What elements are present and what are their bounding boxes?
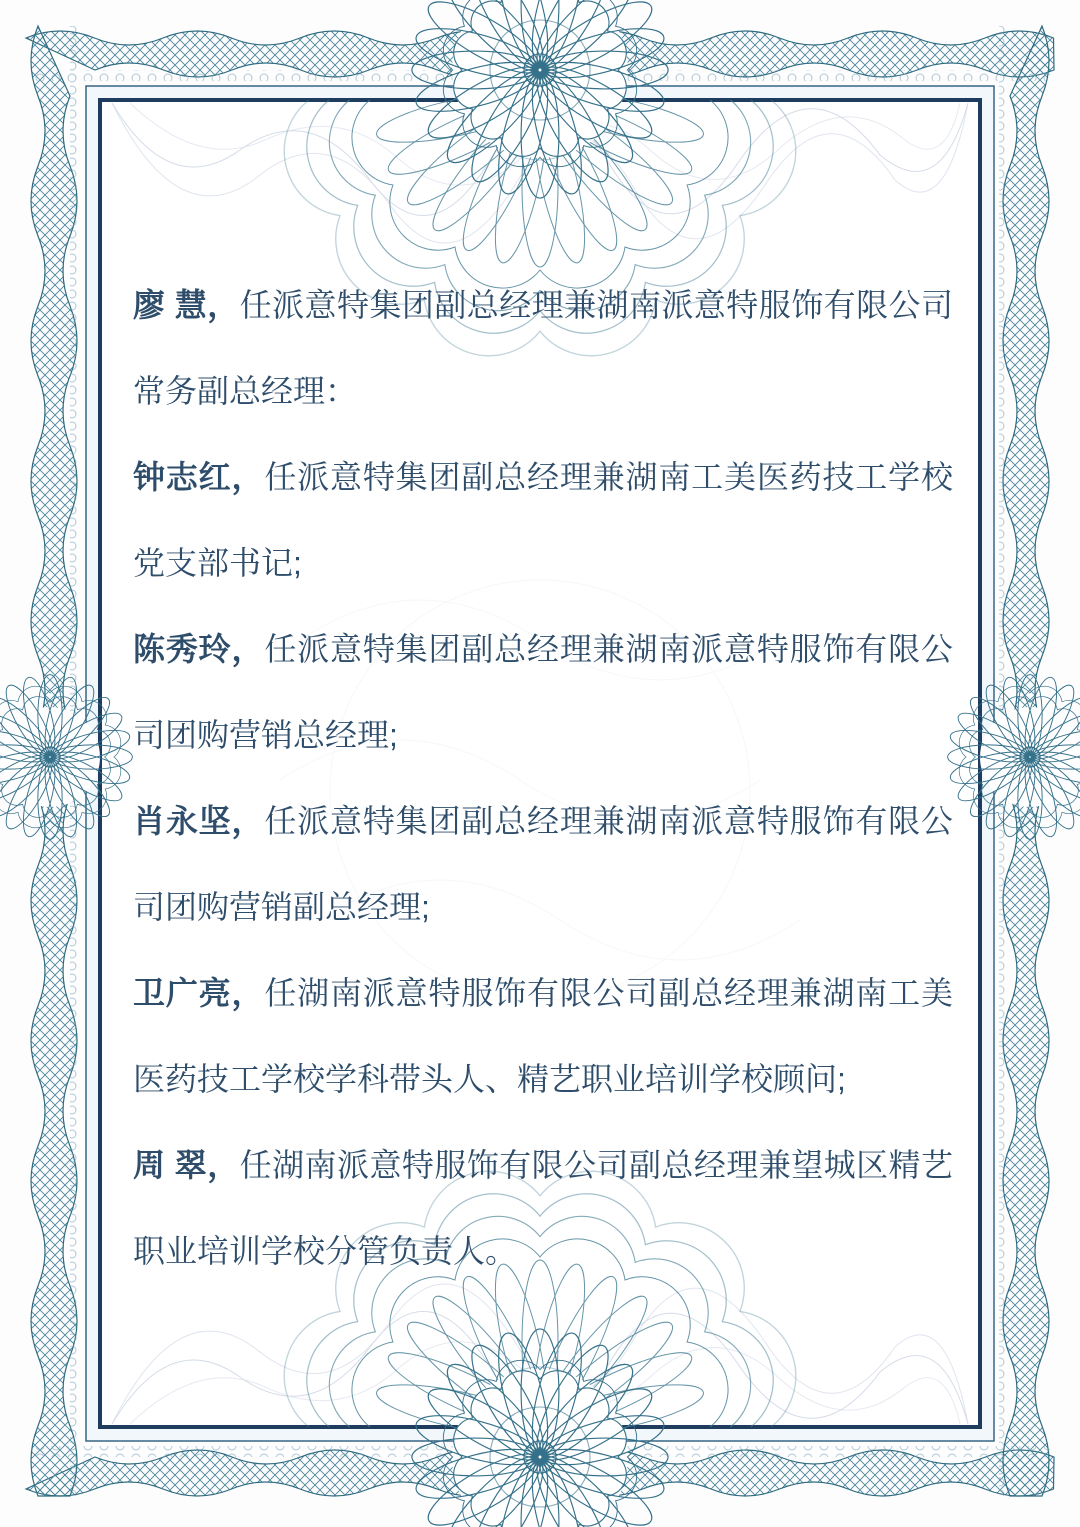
appointment-role: 任派意特集团副总经理兼湖南派意特服饰有限公司常务副总经理： xyxy=(133,287,953,409)
appointment-list xyxy=(133,262,953,1294)
appointment-role: 任派意特集团副总经理兼湖南工美医药技工学校党支部书记; xyxy=(133,459,953,581)
person-name: 廖 慧 xyxy=(133,287,208,323)
appointment-entry xyxy=(133,606,953,778)
appointment-role: 任湖南派意特服饰有限公司副总经理兼望城区精艺职业培训学校分管负责人。 xyxy=(133,1147,953,1269)
appointment-entry xyxy=(133,778,953,950)
appointment-role: 任湖南派意特服饰有限公司副总经理兼湖南工美医药技工学校学科带头人、精艺职业培训学校顾问; xyxy=(133,975,953,1097)
person-name: 钟志红 xyxy=(133,459,232,495)
appointment-entry xyxy=(133,434,953,606)
person-name: 肖永坚 xyxy=(133,803,232,839)
name-separator: ， xyxy=(231,631,265,667)
name-separator: ， xyxy=(231,803,265,839)
appointment-entry xyxy=(133,1122,953,1294)
appointment-role: 任派意特集团副总经理兼湖南派意特服饰有限公司团购营销总经理; xyxy=(133,631,953,753)
appointment-entry xyxy=(133,950,953,1122)
person-name: 陈秀玲 xyxy=(133,631,232,667)
name-separator: ， xyxy=(207,1147,240,1183)
appointment-entry xyxy=(133,262,953,434)
person-name: 卫广亮 xyxy=(133,975,232,1011)
name-separator: ， xyxy=(231,459,265,495)
name-separator: ， xyxy=(207,287,240,323)
person-name: 周 翠 xyxy=(133,1147,208,1183)
name-separator: ， xyxy=(231,975,265,1011)
appointment-role: 任派意特集团副总经理兼湖南派意特服饰有限公司团购营销副总经理; xyxy=(133,803,953,925)
